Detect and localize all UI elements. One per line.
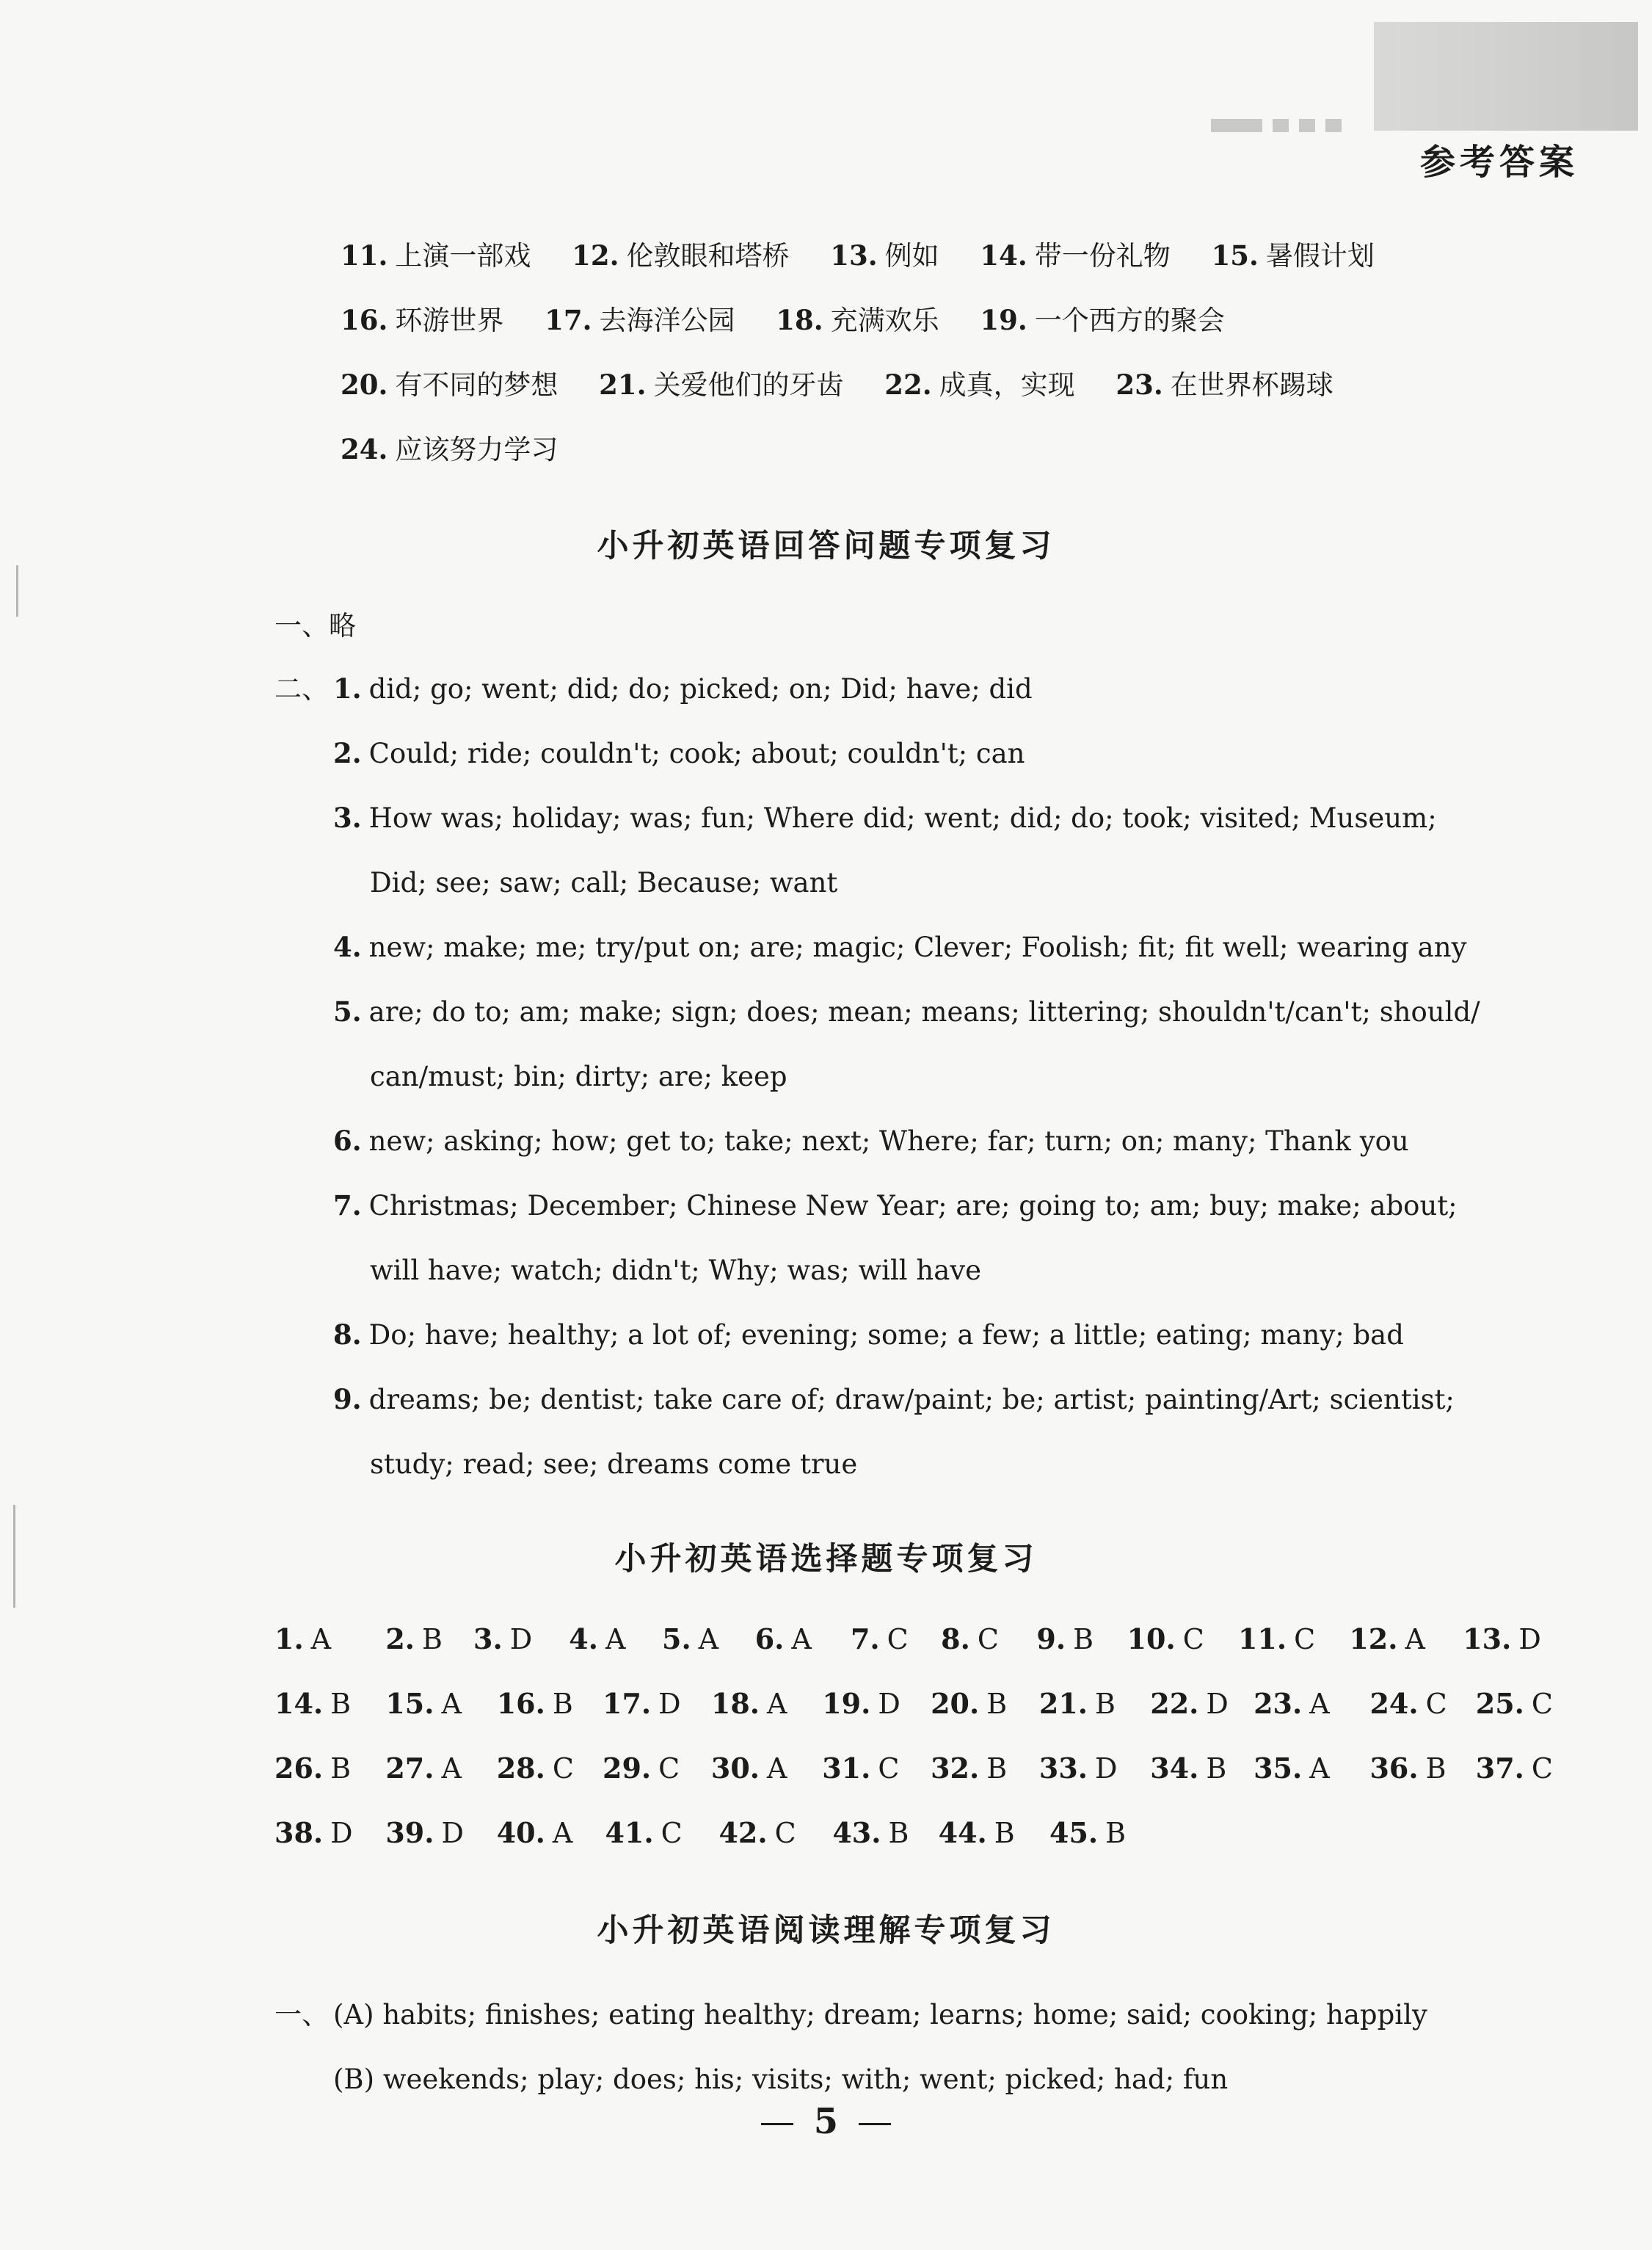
mc-answer: 27. A: [385, 1752, 462, 1785]
answer-line: 5. are; do to; am; make; sign; does; mean; means; littering; shouldn't/can't; should/: [333, 995, 1480, 1028]
mc-answer: 22. D: [1150, 1687, 1229, 1720]
answer-line: will have; watch; didn't; Why; was; will have: [370, 1255, 982, 1286]
mc-answer: 30. A: [710, 1752, 787, 1785]
mc-answer: 18. A: [710, 1687, 787, 1720]
mc-answer: 43. B: [832, 1816, 909, 1849]
section-title: 小升初英语阅读理解专项复习: [597, 1912, 1055, 1949]
answer-line: 7. Christmas; December; Chinese New Year; are; going to; am; buy; make; about;: [333, 1189, 1458, 1222]
mc-answer: 14. B: [274, 1687, 352, 1720]
mc-answer: 16. B: [496, 1687, 573, 1720]
vocab-line: [341, 239, 1407, 272]
vocab-item: 17. 去海洋公园: [545, 304, 735, 336]
answer-line: Did; see; saw; call; Because; want: [370, 867, 838, 899]
mc-answer: 20. B: [931, 1687, 1008, 1720]
answer-line: 9. dreams; be; dentist; take care of; draw/paint; be; artist; painting/Art; scientist;: [333, 1383, 1455, 1415]
mc-answer: 5. A: [662, 1622, 719, 1655]
vocab-item: 19. 一个西方的聚会: [980, 304, 1225, 336]
mc-answer: 7. C: [850, 1622, 909, 1655]
vocab-item: 11. 上演一部戏: [341, 239, 531, 272]
answer-line: 3. How was; holiday; was; fun; Where did; went; did; do; took; visited; Museum;: [333, 802, 1437, 834]
header-decoration: [1211, 117, 1372, 134]
vocab-line: [341, 371, 1366, 399]
mc-answer: 42. C: [718, 1816, 796, 1849]
vocab-item: 12. 伦敦眼和塔桥: [572, 239, 790, 272]
answer-line: 6. new; asking; how; get to; take; next; Where; far; turn; on; many; Thank you: [333, 1125, 1409, 1157]
mc-answer: 15. A: [385, 1687, 462, 1720]
part-two-label: 二、: [274, 673, 329, 705]
mc-answer: 11. C: [1237, 1622, 1316, 1655]
mc-answer: 1. A: [274, 1622, 332, 1655]
section-title: 小升初英语回答问题专项复习: [597, 528, 1055, 565]
section-title: 小升初英语选择题专项复习: [614, 1541, 1038, 1578]
mc-answer: 26. B: [274, 1752, 352, 1785]
mc-answer: 9. B: [1036, 1622, 1094, 1655]
vocab-item: 24. 应该努力学习: [341, 433, 558, 465]
vocab-item: 13. 例如: [830, 239, 939, 272]
vocab-line: [341, 433, 590, 465]
vocab-item: 23. 在世界杯踢球: [1116, 369, 1333, 401]
mc-answer: 24. C: [1369, 1687, 1447, 1720]
vocab-item: 16. 环游世界: [341, 304, 504, 336]
mc-answer: 44. B: [938, 1816, 1015, 1849]
mc-answer: 3. D: [473, 1622, 533, 1655]
vocab-item: 22. 成真，实现: [884, 369, 1075, 401]
vocab-item: 15. 暑假计划: [1211, 239, 1375, 272]
vocab-item: 14. 带一份礼物: [980, 239, 1171, 272]
vocab-item: 21. 关爱他们的牙齿: [599, 369, 844, 401]
page-number: 5: [0, 2101, 1652, 2142]
mc-answer: 12. A: [1349, 1622, 1425, 1655]
mc-answer: 6. A: [754, 1622, 812, 1655]
mc-answer: 35. A: [1253, 1752, 1330, 1785]
mc-answer: 31. C: [822, 1752, 900, 1785]
mc-answer: 17. D: [603, 1687, 681, 1720]
mc-answer: 41. C: [605, 1816, 683, 1849]
answer-line: 8. Do; have; healthy; a lot of; evening; some; a few; a little; eating; many; bad: [333, 1318, 1404, 1351]
mc-answer: 40. A: [496, 1816, 573, 1849]
mc-answer: 36. B: [1369, 1752, 1447, 1785]
mc-answer: 25. C: [1475, 1687, 1553, 1720]
part-one-label: 一、: [274, 1999, 329, 2031]
mc-answer: 8. C: [941, 1622, 999, 1655]
mc-answer: 21. B: [1038, 1687, 1116, 1720]
reading-line: (B) weekends; play; does; his; visits; with; went; picked; had; fun: [333, 2064, 1229, 2095]
mc-answer: 13. D: [1463, 1622, 1541, 1655]
vocab-item: 20. 有不同的梦想: [341, 369, 558, 401]
answer-line: 1. did; go; went; did; do; picked; on; Did; have; did: [333, 672, 1033, 705]
answer-line: study; read; see; dreams come true: [370, 1448, 858, 1480]
mc-answer: 28. C: [496, 1752, 574, 1785]
mc-answer: 29. C: [603, 1752, 680, 1785]
mc-answer: 45. B: [1049, 1816, 1127, 1849]
answer-line: 4. new; make; me; try/put on; are; magic; Clever; Foolish; fit; fit well; wearing any: [333, 931, 1467, 963]
header-title: 参考答案: [1419, 142, 1579, 183]
mc-answer: 33. D: [1038, 1752, 1118, 1785]
mc-answer: 23. A: [1253, 1687, 1330, 1720]
header-shade-block: [1374, 22, 1638, 131]
mc-answer: 32. B: [931, 1752, 1008, 1785]
mc-answer: 19. D: [822, 1687, 900, 1720]
reading-line: (A) habits; finishes; eating healthy; dream; learns; home; said; cooking; happily: [333, 1999, 1427, 2031]
mc-answer: 4. A: [569, 1622, 626, 1655]
mc-answer: 38. D: [274, 1816, 353, 1849]
vocab-item: 18. 充满欢乐: [776, 304, 939, 336]
mc-answer: 10. C: [1127, 1622, 1204, 1655]
mc-answer: 37. C: [1475, 1752, 1553, 1785]
mc-answer: 34. B: [1150, 1752, 1227, 1785]
part-one-text: 一、略: [274, 610, 356, 642]
vocab-line: [341, 304, 1257, 336]
answer-line: can/must; bin; dirty; are; keep: [370, 1061, 787, 1092]
page-edge-mark: [16, 565, 18, 617]
mc-answer: 39. D: [385, 1816, 464, 1849]
answer-line: 2. Could; ride; couldn't; cook; about; couldn't; can: [333, 737, 1025, 769]
mc-answer: 2. B: [385, 1622, 443, 1655]
